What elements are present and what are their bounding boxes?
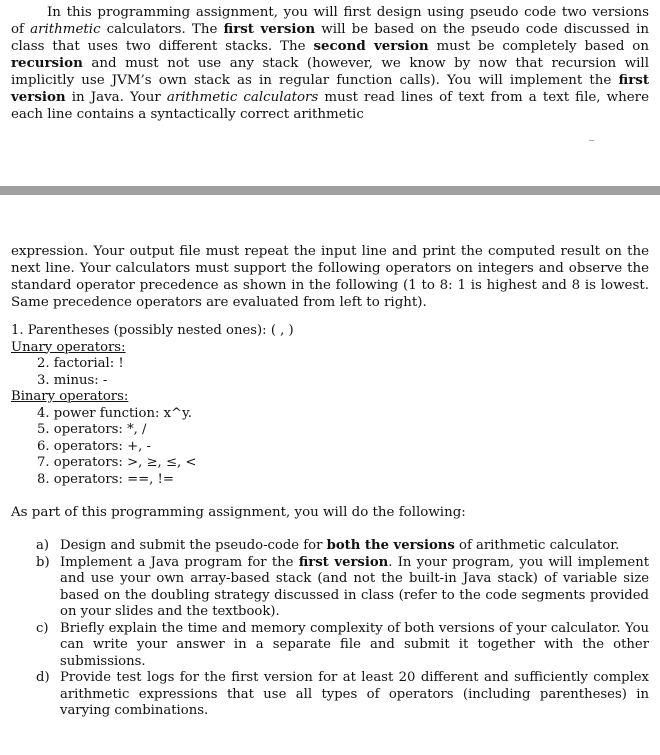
list-item: 6. operators: +, -	[37, 438, 151, 454]
page-top	[0, 0, 660, 186]
text-run: of arithmetic calculator.	[454, 538, 620, 553]
list-item: 7. operators: >, ≥, ≤, <	[37, 455, 197, 470]
task-label: c)	[36, 620, 49, 636]
task-d	[0, 670, 660, 720]
text-run: both the versions	[326, 538, 455, 553]
list-item: 2. factorial: !	[37, 356, 124, 371]
list-item: 8. operators: ==, !=	[37, 471, 174, 487]
text-run: second version	[313, 38, 429, 54]
task-label: b)	[36, 554, 50, 570]
text-run: calculators. The	[100, 22, 224, 37]
task-text	[60, 555, 649, 621]
task-c	[0, 621, 660, 671]
task-a	[0, 538, 660, 555]
text-run: first version	[11, 72, 649, 105]
text-run: must be completely based on	[428, 39, 649, 54]
text-run: first version	[223, 21, 316, 37]
task-text: Provide test logs for the first version for at least 20 different and sufficiently complex arithmetic expressions that use all types of operators (including parentheses) in varying combinations.	[60, 670, 649, 718]
list-item: 5. operators: *, /	[37, 422, 147, 437]
text-run: Implement a Java program for the	[60, 554, 299, 570]
binary-heading: Binary operators:	[11, 389, 129, 404]
operator-list	[0, 323, 660, 488]
text-run: must read lines of text from a text file, where each line contains a syntactically correct arithmetic	[11, 90, 649, 122]
intro-paragraph	[0, 0, 660, 123]
page-mark	[589, 140, 594, 141]
page-bottom	[0, 243, 660, 720]
list-item: 4. power function: x^y.	[37, 405, 192, 421]
text-run: arithmetic	[30, 22, 101, 37]
tasks-intro: As part of this programming assignment, you will do the following:	[11, 505, 466, 520]
page-break-divider	[0, 186, 660, 195]
text-run: will be based on the pseudo code discussed in class that uses two different stacks. The	[11, 22, 649, 54]
text-run: In this programming assignment, you will first design using pseudo code two versions of	[11, 5, 649, 37]
text-run: in Java. Your	[65, 90, 167, 105]
text-run: . In your program, you will implement and use your own array-based stack (and not the built-in Java stack) of variable size based on the doubling strategy discussed in class (refer to the code segments provided on your slides and the textbook).	[60, 554, 650, 619]
task-label: a)	[36, 538, 50, 553]
text-run: arithmetic calculators	[166, 90, 319, 105]
task-b	[0, 555, 660, 621]
text-run: first version	[298, 554, 389, 570]
list-item: 1. Parentheses (possibly nested ones): ( , )	[11, 323, 294, 338]
continued-paragraph: expression. Your output file must repeat the input line and print the computed result on the next line. Your calculators must support the following operators on integers and observe the standard operator precedence as shown in the following (1 to 8: 1 is highest and 8 is lowest. Same precedence operators are evaluated from left to right).	[11, 244, 649, 310]
text-run: Design and submit the pseudo-code for	[60, 538, 327, 553]
task-label: d)	[36, 670, 50, 685]
task-text	[60, 538, 649, 555]
unary-heading: Unary operators:	[11, 339, 126, 355]
list-item: 3. minus: -	[37, 372, 108, 388]
task-list	[0, 538, 660, 720]
task-text: Briefly explain the time and memory complexity of both versions of your calculator. You can write your answer in a separate file and submit it together with the other submissions.	[60, 620, 649, 669]
text-run: and must not use any stack (however, we know by now that recursion will implicitly use JVM’s own stack as in regular function calls). You will implement the	[11, 56, 649, 88]
text-run: recursion	[11, 55, 83, 71]
